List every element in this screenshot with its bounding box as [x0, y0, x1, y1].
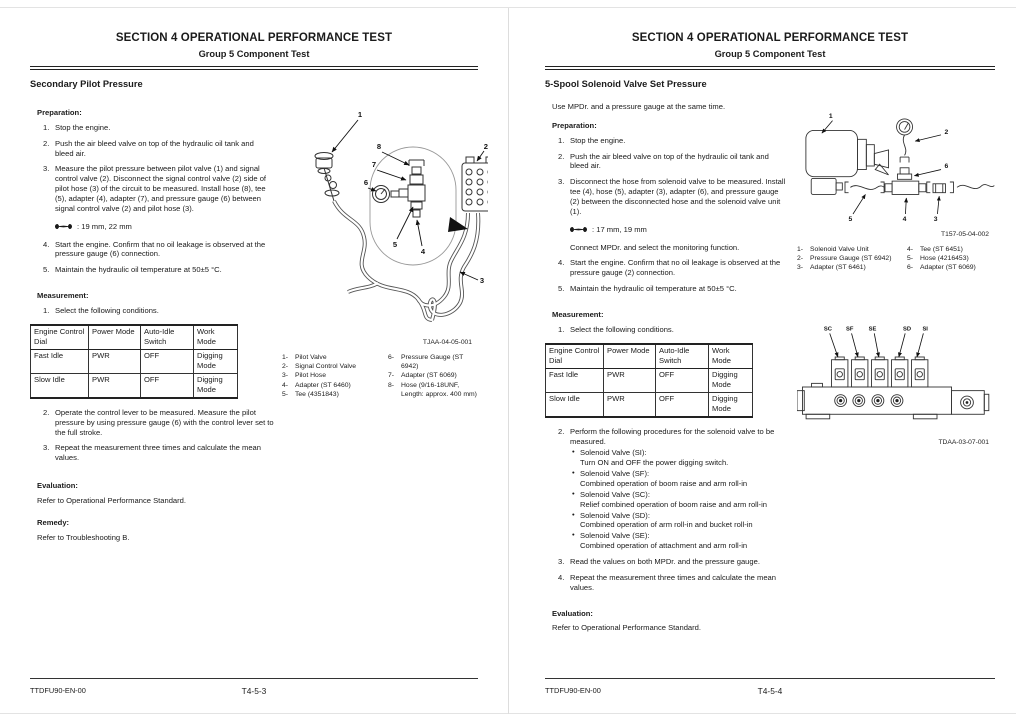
evaluation-heading: Evaluation:: [37, 481, 78, 491]
prep-step: Stop the engine.: [570, 135, 626, 145]
legend-item: 1- Pilot Valve: [282, 354, 327, 361]
group-header: Group 5 Component Test: [198, 49, 310, 59]
table-row: Fast Idle PWR OFF Digging Mode: [31, 349, 238, 373]
callout-3: 3: [933, 216, 938, 224]
section-header: SECTION 4 OPERATIONAL PERFORMANCE TEST: [115, 32, 393, 44]
callout-5: 5: [848, 216, 853, 224]
page-number: T4-5-3: [241, 686, 267, 696]
prep-step: Measure the pilot pressure between pilot valve (1) and signal control valve (2). Disconnect the signal control valve (2) side of pilot hose (3) of the circuit to be measured. Install hose (8), tee (5), adapter (4), adapter (7), and pressure gauge (6) between signal control valve (2) and pilot hose (3). : 19 mm, 22 mm: [55, 164, 274, 231]
measurement-step: Repeat the measurement three times and calculate the mean values.: [570, 572, 776, 592]
legend-item: 5- Hose (4216453): [907, 255, 969, 263]
legend-item: 3- Pilot Hose: [282, 372, 326, 380]
remedy-heading: Remedy:: [37, 517, 70, 527]
prep-step: Stop the engine.: [55, 122, 111, 132]
measurement-list-cont: [545, 427, 789, 593]
gauge-hose-art: [845, 119, 994, 195]
wrench-size-text: : 17 mm, 19 mm: [592, 224, 647, 234]
spool-label-si: SI: [922, 326, 928, 333]
callout-6: 6: [363, 178, 369, 187]
hoses: [334, 201, 478, 320]
wrench-icon: [55, 223, 72, 230]
manifold-art: [797, 357, 989, 419]
prep-step: Maintain the hydraulic oil temperature at 50±5 °C.: [570, 284, 737, 294]
figure-callouts: [822, 113, 949, 223]
header-rule: [30, 66, 478, 70]
col-header: Power Mode: [89, 325, 141, 349]
spool-label-sf: SF: [846, 326, 854, 333]
measurement-list: [545, 325, 789, 335]
figure-column: [282, 99, 488, 551]
prep-step: Maintain the hydraulic oil temperature at 50±5 °C.: [55, 265, 222, 275]
page-footer: [30, 678, 478, 696]
pilot-pressure-figure: [282, 101, 488, 346]
wrench-note: [570, 225, 789, 235]
legend-item: 3- Adapter (ST 6461): [797, 264, 866, 272]
preparation-heading: Preparation:: [552, 120, 597, 130]
col-header: Engine Control Dial: [31, 325, 89, 349]
figure-code: T157-05-04-002: [941, 231, 989, 238]
page-title: Secondary Pilot Pressure: [30, 79, 143, 89]
page-footer: [545, 678, 995, 696]
measurement-heading: Measurement:: [552, 310, 604, 320]
remedy-text: Refer to Troubleshooting B.: [37, 532, 130, 542]
prep-step: Start the engine. Confirm that no oil leakage is observed at the pressure gauge (2) connection.: [570, 258, 781, 278]
figure-legend: [282, 353, 478, 399]
table-row: Slow Idle PWR OFF Digging Mode: [546, 392, 753, 416]
spool-callouts: [824, 326, 928, 356]
table-row: Slow Idle PWR OFF Digging Mode: [31, 373, 238, 397]
mpdr-note: Connect MPDr. and select the monitoring function.: [570, 242, 740, 252]
spool-label-sd: SD: [902, 326, 912, 333]
legend-item: 2- Pressure Gauge (ST 6942): [797, 255, 892, 263]
callout-8: 8: [376, 142, 382, 151]
pilot-valve-art: [315, 153, 339, 202]
prep-step: Disconnect the hose from solenoid valve to be measured. Install tee (4), hose (5), adapter (3), adapter (6), and pressure gauge (2) between the disconnected hose and the solenoid valve unit (1). : 17 mm, 19 mm Connect MPDr. and select the monitoring function.: [570, 177, 789, 252]
figure-legend: [797, 245, 995, 273]
solenoid-setup-figure: [797, 107, 995, 238]
legend-item: 4- Tee (ST 6451): [907, 246, 963, 253]
evaluation-text: Refer to Operational Performance Standard.: [552, 623, 702, 633]
conditions-table: [30, 324, 238, 399]
callout-1: 1: [828, 113, 833, 120]
callout-2: 2: [944, 129, 949, 136]
measurement-step: Select the following conditions.: [55, 306, 159, 316]
signal-control-valve-art: [462, 157, 488, 211]
table-header-row: [546, 344, 753, 368]
legend-item: 2- Signal Control Valve: [282, 363, 357, 371]
footer-rule: [545, 678, 995, 679]
solenoid-item: • Solenoid Valve (SI): Turn ON and OFF the power digging switch.: [580, 448, 789, 468]
spool-label-sc: SC: [823, 326, 832, 333]
solenoid-item: • Solenoid Valve (SF): Combined operation of boom raise and arm roll-in: [580, 469, 789, 489]
legend-item: 6- Adapter (ST 6069): [907, 264, 976, 272]
callout-4: 4: [902, 216, 907, 224]
legend-item: 7- Adapter (ST 6069): [388, 372, 457, 380]
measurement-step: Read the values on both MPDr. and the pressure gauge.: [570, 556, 760, 566]
preparation-list: [545, 136, 789, 294]
figure-callouts: [332, 110, 488, 285]
callout-5: 5: [392, 240, 398, 249]
preparation-list: [30, 123, 274, 275]
section-header: SECTION 4 OPERATIONAL PERFORMANCE TEST: [631, 32, 909, 44]
legend-item: 4- Adapter (ST 6460): [282, 381, 351, 389]
col-header: Power Mode: [604, 344, 656, 368]
page-number: T4-5-4: [757, 686, 783, 696]
callout-oval: [370, 147, 456, 265]
callout-4: 4: [420, 247, 426, 256]
evaluation-text: Refer to Operational Performance Standard.: [37, 495, 187, 505]
legend-item: 8- Hose (9/16-18UNF, Length: approx. 400 mm): [388, 381, 477, 398]
table-header-row: [31, 325, 238, 349]
doc-number: TTDFU90-EN-00: [30, 686, 86, 695]
page-title: 5-Spool Solenoid Valve Set Pressure: [545, 79, 707, 89]
conditions-table: [545, 343, 753, 418]
wrench-icon: [570, 226, 587, 233]
intro-text: Use MPDr. and a pressure gauge at the same time.: [552, 102, 726, 111]
figure-column: [797, 99, 995, 641]
page-right: [508, 0, 1016, 723]
measurement-step: Perform the following procedures for the solenoid valve to be measured. • Solenoid Valve (SI): Turn ON and OFF the power digging switch. • Solenoid Valve (SF): Combined operation of boom raise and arm roll-in • Solenoid Valve (SC): Relief combined operation of boom raise and arm roll-in • Solenoid Valve (SD): Combined operation of arm roll-in and bucket roll-in • Solenoid Valve (SE): Combined operation of attachment and arm roll-in: [570, 427, 789, 551]
col-header: Work Mode: [709, 344, 753, 368]
legend-item: 6- Pressure Gauge (ST 6942): [388, 354, 464, 371]
callout-7: 7: [371, 160, 377, 169]
legend-item: 5- Tee (4351843): [282, 390, 339, 398]
col-header: Auto-Idle Switch: [141, 325, 194, 349]
measurement-heading: Measurement:: [37, 291, 89, 301]
solenoid-item: • Solenoid Valve (SC): Relief combined operation of boom raise and arm roll-in: [580, 490, 789, 510]
prep-step: Push the air bleed valve on top of the hydraulic oil tank and bleed air.: [55, 138, 254, 158]
callout-3: 3: [479, 276, 485, 285]
callout-2: 2: [483, 142, 488, 151]
table-row: Fast Idle PWR OFF Digging Mode: [546, 368, 753, 392]
wrench-size-text: : 19 mm, 22 mm: [77, 221, 132, 231]
group-header: Group 5 Component Test: [714, 49, 826, 59]
prep-step: Push the air bleed valve on top of the hydraulic oil tank and bleed air.: [570, 151, 769, 171]
manifold-diagram: [797, 321, 997, 433]
measurement-list: [30, 306, 274, 316]
spool-label-se: SE: [868, 326, 877, 333]
figure-code: TJAA-04-05-001: [422, 339, 472, 346]
measurement-step: Repeat the measurement three times and calculate the mean values.: [55, 443, 261, 463]
col-header: Auto-Idle Switch: [656, 344, 709, 368]
pilot-pressure-diagram: [282, 101, 488, 333]
solenoid-item: • Solenoid Valve (SD): Combined operation of arm roll-in and bucket roll-in: [580, 511, 789, 531]
gauge-assembly-art: [373, 160, 426, 217]
header-rule: [545, 66, 995, 70]
evaluation-heading: Evaluation:: [552, 608, 593, 618]
solenoid-unit-art: [806, 130, 889, 194]
callout-1: 1: [357, 110, 363, 119]
solenoid-setup-diagram: [797, 107, 997, 225]
text-column: [30, 99, 274, 551]
text-column: [545, 99, 789, 641]
col-header: Work Mode: [194, 325, 238, 349]
measurement-list-cont: [30, 408, 274, 463]
wrench-note: [55, 222, 274, 232]
solenoid-item: • Solenoid Valve (SE): Combined operation of attachment and arm roll-in: [580, 531, 789, 551]
prep-step: Start the engine. Confirm that no oil leakage is observed at the pressure gauge (6) connection.: [55, 239, 266, 259]
measurement-step: Select the following conditions.: [570, 324, 674, 334]
doc-number: TTDFU90-EN-00: [545, 686, 601, 695]
preparation-heading: Preparation:: [37, 108, 82, 117]
manifold-figure: [797, 321, 995, 446]
figure-code: TDAA-03-07-001: [938, 438, 989, 446]
col-header: Engine Control Dial: [546, 344, 604, 368]
legend-item: 1- Solenoid Valve Unit: [797, 246, 869, 253]
footer-rule: [30, 678, 478, 679]
callout-6: 6: [944, 162, 949, 170]
measurement-step: Operate the control lever to be measured. Measure the pilot pressure by using pressure gauge (6) with the control lever set to the full stroke.: [55, 407, 274, 437]
solenoid-valve-list: [570, 448, 789, 551]
